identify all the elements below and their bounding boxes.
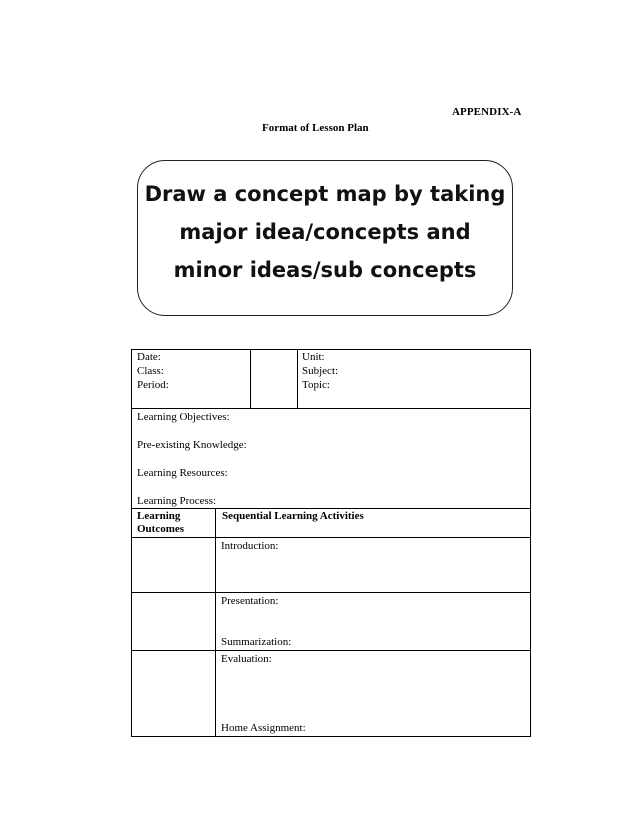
evaluation-label: Evaluation:: [221, 653, 272, 665]
appendix-label: APPENDIX-A: [452, 106, 522, 118]
introduction-label: Introduction:: [221, 540, 279, 552]
learning-objectives-label: Learning Objectives:: [137, 411, 230, 423]
table-divider: [215, 508, 216, 737]
concept-line-3: minor ideas/sub concepts: [173, 258, 477, 282]
home-assignment-label: Home Assignment:: [221, 722, 306, 734]
period-field-label: Period:: [137, 379, 169, 391]
unit-field-label: Unit:: [302, 351, 325, 363]
concept-line-2: major idea/concepts and: [179, 220, 471, 244]
date-field-label: Date:: [137, 351, 161, 363]
learning-resources-label: Learning Resources:: [137, 467, 228, 479]
concept-map-box: [137, 160, 513, 316]
learning-process-label: Learning Process:: [137, 495, 217, 507]
learning-outcomes-header: Learning: [137, 510, 181, 522]
presentation-label: Presentation:: [221, 595, 279, 607]
concept-map-text: [138, 175, 512, 289]
pre-existing-knowledge-label: Pre-existing Knowledge:: [137, 439, 247, 451]
topic-field-label: Topic:: [302, 379, 330, 391]
table-divider: [131, 650, 531, 651]
sequential-activities-header: Sequential Learning Activities: [222, 510, 364, 522]
table-divider: [131, 537, 531, 538]
concept-line-1: Draw a concept map by taking: [144, 182, 506, 206]
learning-outcomes-header: Outcomes: [137, 523, 185, 535]
subject-field-label: Subject:: [302, 365, 339, 377]
table-divider: [250, 349, 251, 408]
table-divider: [131, 592, 531, 593]
table-divider: [131, 408, 531, 409]
page-title: Format of Lesson Plan: [262, 122, 369, 134]
summarization-label: Summarization:: [221, 636, 292, 648]
class-field-label: Class:: [137, 365, 164, 377]
table-divider: [297, 349, 298, 408]
